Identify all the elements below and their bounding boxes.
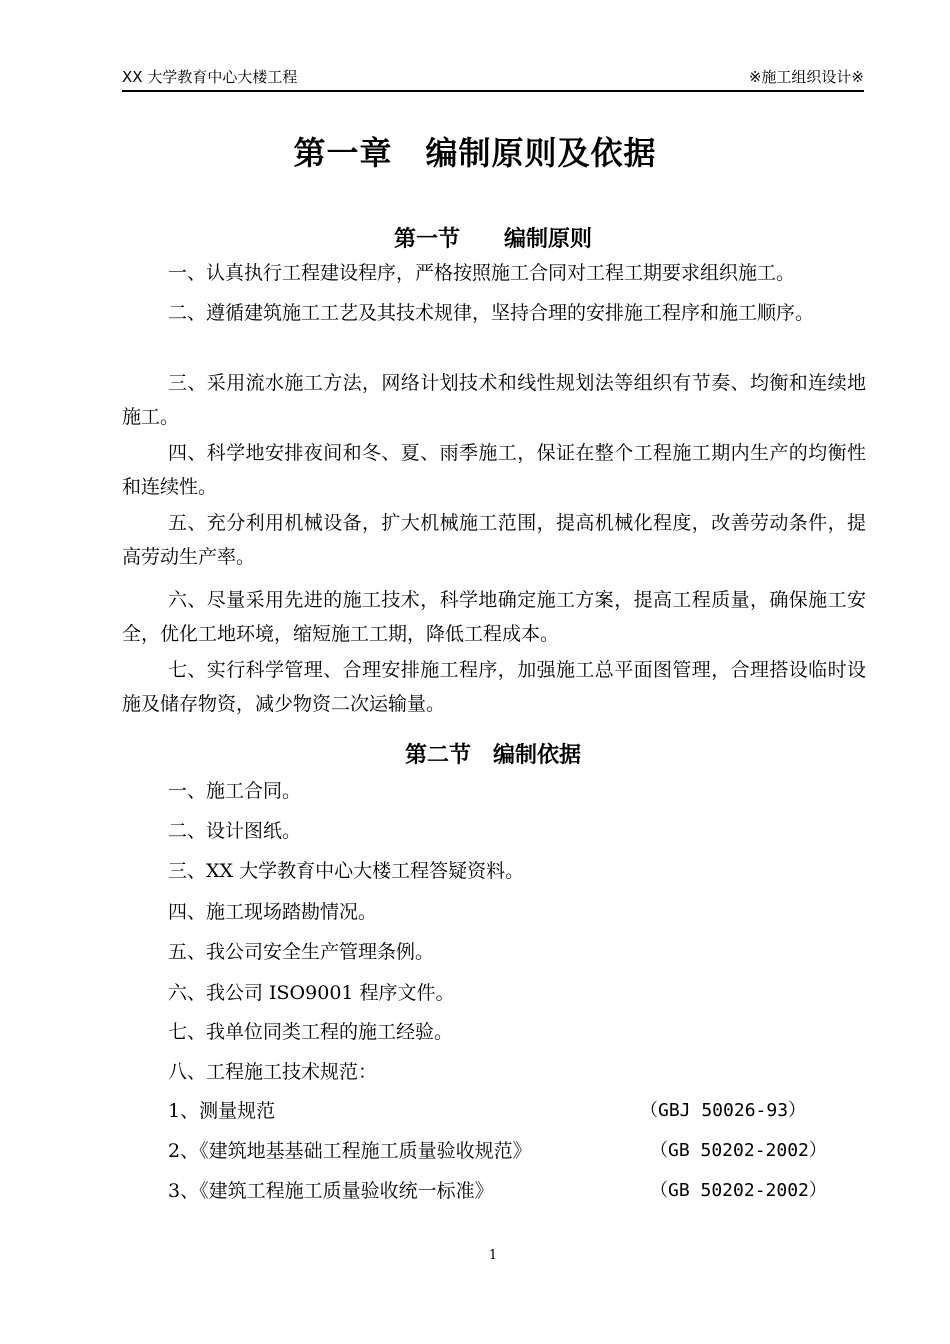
- standard-name: 1、测量规范: [168, 1100, 276, 1122]
- basis-item: 七、我单位同类工程的施工经验。: [168, 1021, 454, 1043]
- page-header: [122, 62, 864, 92]
- principle-paragraph: 七、实行科学管理、合理安排施工程序，加强施工总平面图管理，合理搭设临时设施及储存物资，减少物资二次运输量。: [122, 659, 866, 715]
- basis-item: 四、施工现场踏勘情况。: [168, 901, 378, 923]
- basis-item: 一、施工合同。: [168, 780, 302, 802]
- section1-title: 第一节 编制原则: [393, 227, 592, 252]
- basis-item: 三、XX 大学教育中心大楼工程答疑资料。: [168, 860, 525, 882]
- principle-paragraph: 三、采用流水施工方法，网络计划技术和线性规划法等组织有节奏、均衡和连续地施工。: [122, 372, 866, 428]
- basis-item: 八、工程施工技术规范：: [168, 1061, 378, 1083]
- standard-code: （GB 50202-2002）: [650, 1140, 827, 1161]
- chapter-title: 第一章 编制原则及依据: [293, 134, 657, 172]
- principle-paragraph: 一、认真执行工程建设程序，严格按照施工合同对工程工期要求组织施工。: [168, 262, 796, 284]
- standard-name: 2、《建筑地基基础工程施工质量验收规范》: [168, 1140, 532, 1162]
- standard-name: 3、《建筑工程施工质量验收统一标准》: [168, 1180, 494, 1202]
- header-project-name: XX 大学教育中心大楼工程: [122, 68, 298, 86]
- section2-title: 第二节 编制依据: [404, 743, 581, 768]
- header-document-type: ※施工组织设计※: [748, 68, 864, 86]
- basis-item: 二、设计图纸。: [168, 820, 302, 842]
- basis-item: 六、我公司 ISO9001 程序文件。: [168, 982, 455, 1004]
- standard-code: （GBJ 50026-93）: [640, 1100, 807, 1121]
- principle-paragraph: 六、尽量采用先进的施工技术，科学地确定施工方案，提高工程质量，确保施工安全，优化工地环境，缩短施工工期，降低工程成本。: [122, 589, 866, 645]
- basis-item: 五、我公司安全生产管理条例。: [168, 941, 435, 963]
- page-number: 1: [488, 1248, 498, 1263]
- principle-paragraph: 四、科学地安排夜间和冬、夏、雨季施工，保证在整个工程施工期内生产的均衡性和连续性。: [122, 442, 866, 498]
- standard-code: （GB 50202-2002）: [650, 1180, 827, 1201]
- principle-paragraph: 二、遵循建筑施工工艺及其技术规律，坚持合理的安排施工程序和施工顺序。: [168, 302, 815, 324]
- principle-paragraph: 五、充分利用机械设备，扩大机械施工范围，提高机械化程度，改善劳动条件，提高劳动生产率。: [122, 512, 866, 568]
